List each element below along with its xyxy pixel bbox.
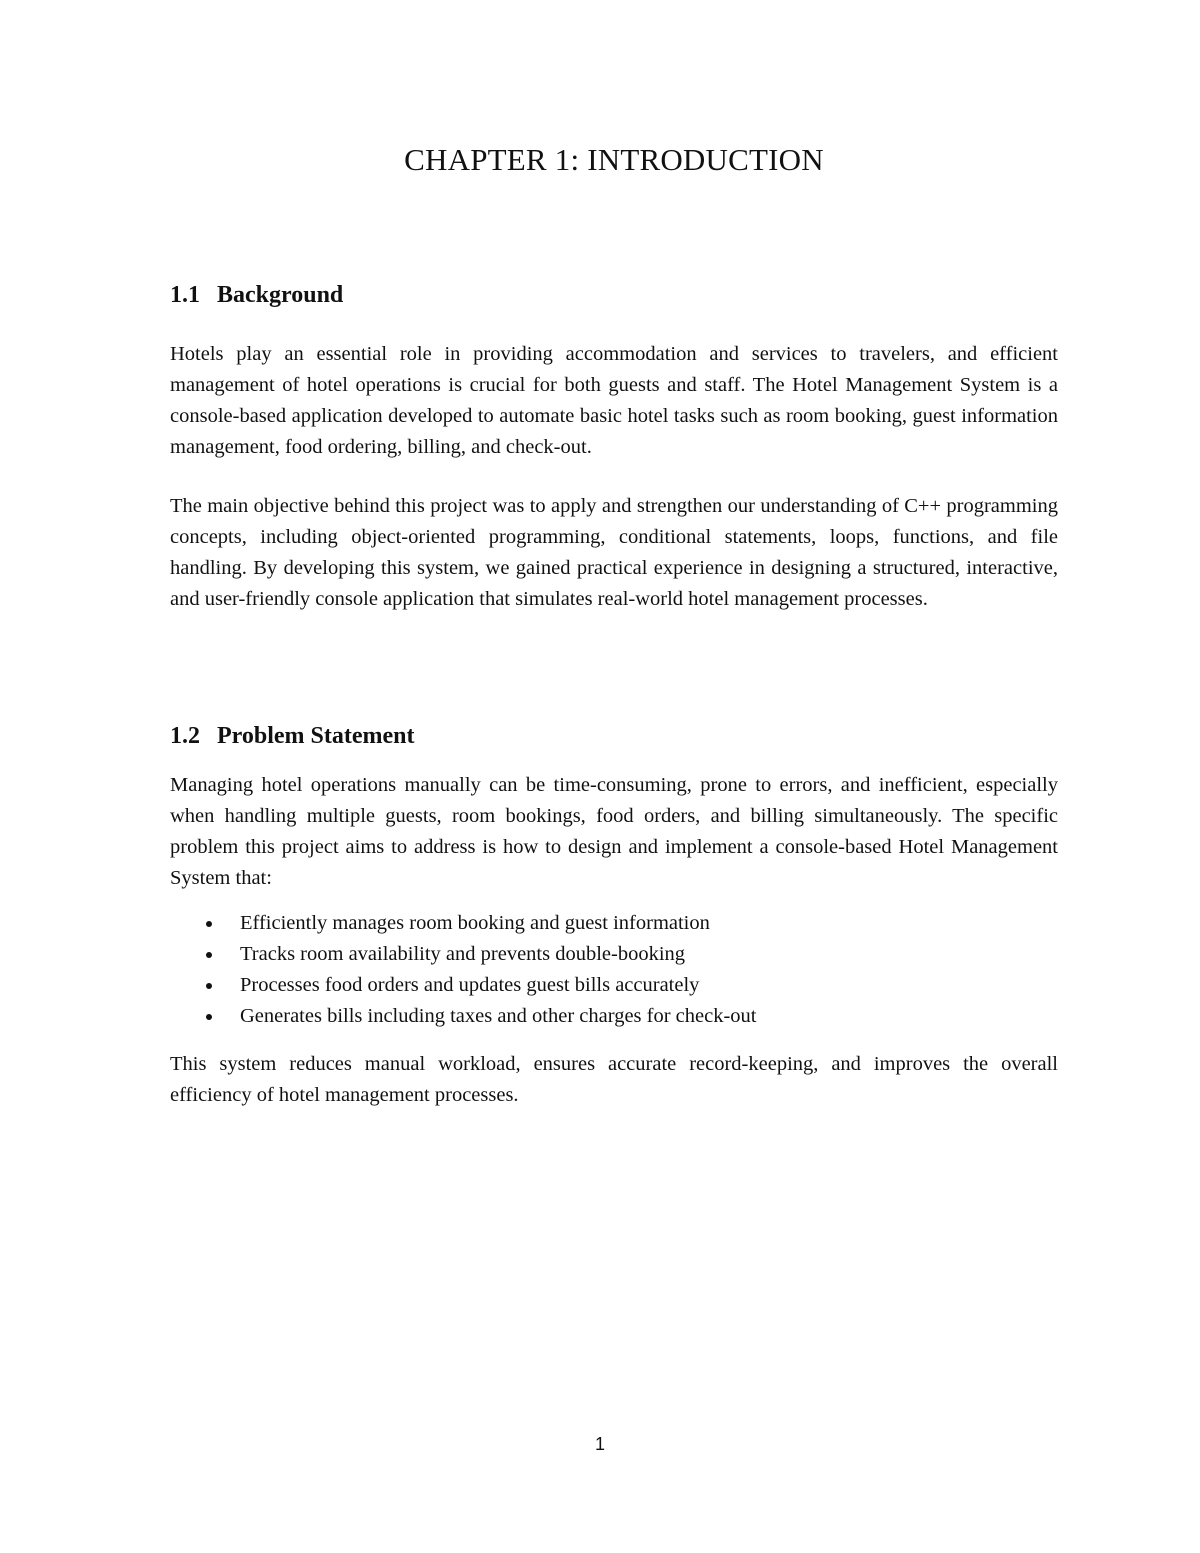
chapter-title: CHAPTER 1: INTRODUCTION	[404, 142, 824, 177]
requirements-list	[170, 908, 1058, 1032]
list-item-text: Generates bills including taxes and other charges for check-out	[240, 1005, 757, 1027]
bullet-icon	[206, 1014, 212, 1020]
bullet-icon	[206, 921, 212, 927]
background-paragraph-2: The main objective behind this project was to apply and strengthen our understanding of C++ programming concepts, including object-oriented programming, conditional statements, loops, functions, and file handling. By developing this system, we gained practical experience in designing a structured, interactive, and user-friendly console application that simulates real-world hotel management processes.	[170, 495, 1058, 610]
section-title: Background	[217, 282, 344, 308]
page-number: 1	[594, 1434, 605, 1454]
list-item	[170, 939, 1058, 970]
bullet-icon	[206, 952, 212, 958]
background-paragraph-1: Hotels play an essential role in providing accommodation and services to travelers, and efficient management of hotel operations is crucial for both guests and staff. The Hotel Management System is a console-based application developed to automate basic hotel tasks such as room booking, guest information management, food ordering, billing, and check-out.	[170, 343, 1058, 458]
section-title: Problem Statement	[217, 723, 415, 749]
section-heading-background	[170, 280, 343, 310]
list-item	[170, 1001, 1058, 1032]
list-item-text: Tracks room availability and prevents double-booking	[240, 943, 686, 965]
section-number: 1.2	[170, 723, 200, 749]
list-item-text: Efficiently manages room booking and guest information	[240, 912, 710, 934]
bullet-icon	[206, 983, 212, 989]
list-item-text: Processes food orders and updates guest bills accurately	[240, 974, 700, 996]
section-heading-problem-statement	[170, 721, 415, 751]
problem-statement-intro: Managing hotel operations manually can be time-consuming, prone to errors, and inefficient, especially when handling multiple guests, room bookings, food orders, and billing simultaneously. The specific problem this project aims to address is how to design and implement a console-based Hotel Management System that:	[170, 774, 1058, 889]
section-number: 1.1	[170, 282, 200, 308]
list-item	[170, 970, 1058, 1001]
problem-statement-conclusion: This system reduces manual workload, ensures accurate record-keeping, and improves the overall efficiency of hotel management processes.	[170, 1053, 1058, 1106]
list-item	[170, 908, 1058, 939]
